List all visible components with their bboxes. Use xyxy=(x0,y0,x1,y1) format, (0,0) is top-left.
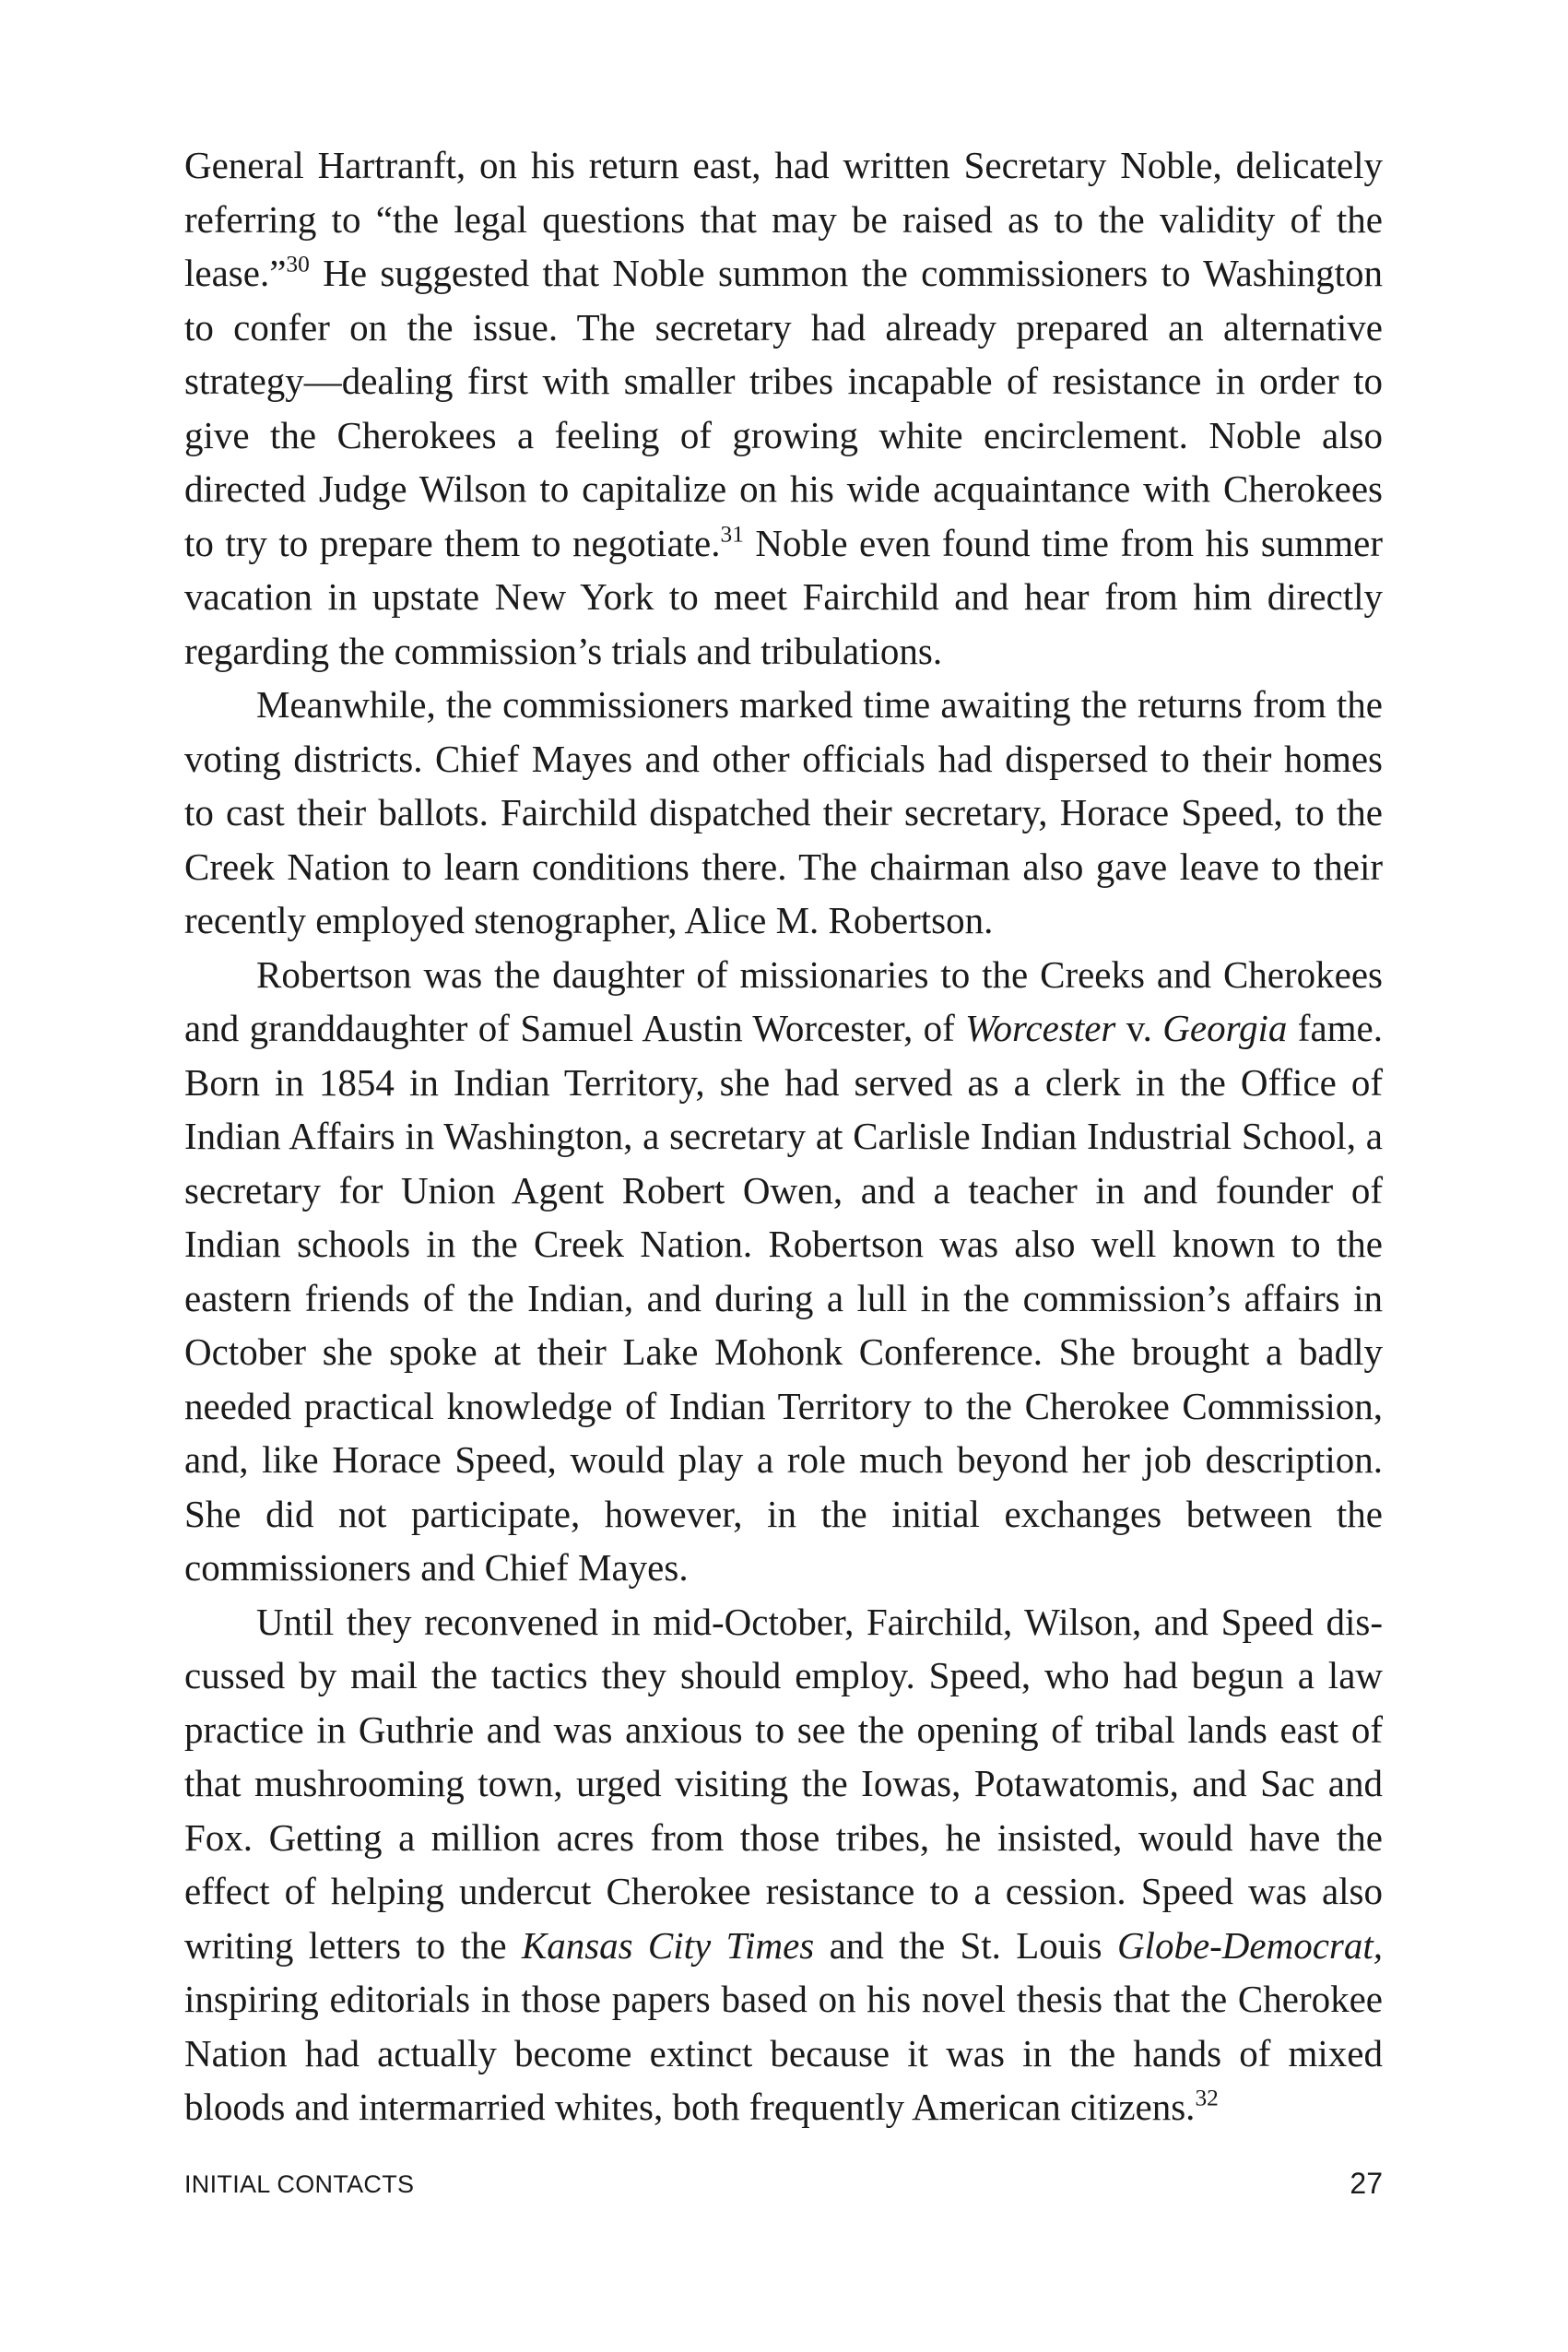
text-run: fame. Born in 1854 in Indian Territory, she had served as a clerk in the Office of Indian Affairs in Washington, a secretary at Carlisle Indian Industrial School, a secretary for Union Agent Robert Owen, and a teacher in and founder of Indian schools in the Creek Nation. Robertson was also well known to the eastern friends of the Indian, and during a lull in the commission’s affairs in October she spoke at their Lake Mohonk Conference. She brought a badly needed practical knowledge of Indian Territory to the Cherokee Commission, and, like Horace Speed, would play a role much beyond her job description. She did not participate, however, in the initial exchanges between the commissioners and Chief Mayes. xyxy=(184,1007,1383,1589)
paragraph-2 xyxy=(184,678,1383,948)
text-run: Robertson was the daughter of missionaries to the Creeks and Cherokees and granddaughter of Samuel Austin Worcester, of xyxy=(184,952,1383,1049)
page-footer xyxy=(184,2167,1383,2207)
footnote-ref: 30 xyxy=(286,251,310,278)
text-run: General Hartranft, on his return east, had written Secretary Noble, delicately referring to “the legal questions that may be raised as to the validity of the lease.” xyxy=(184,144,1383,294)
paragraph-1 xyxy=(184,138,1383,678)
text-run: and the St. Louis xyxy=(814,1923,1117,1967)
text-run: Noble even found time from his summer vacation in upstate New York to meet Fairchild and hear from him directly regarding the commission’s trials and tribulations. xyxy=(184,521,1383,672)
text-run: v. xyxy=(1115,1007,1163,1049)
italic-text: Kansas City Times xyxy=(521,1923,815,1967)
footnote-ref: 31 xyxy=(720,520,744,547)
footnote-ref: 32 xyxy=(1195,2085,1219,2111)
paragraph-3 xyxy=(184,948,1383,1595)
body-text xyxy=(184,138,1383,2134)
page-number: 27 xyxy=(1350,2167,1383,2200)
text-run: Meanwhile, the commissioners marked time awaiting the returns from the voting districts. Chief Mayes and other officials had dispersed to their homes to cast their ballots. Fairchild dispatched their secretary, Horace Speed, to the Creek Nation to learn conditions there. The chairman also gave leave to their recently employed stenographer, Alice M. Robertson. xyxy=(184,683,1383,941)
italic-text: Globe-Democrat, xyxy=(1116,1923,1383,1967)
running-head: INITIAL CONTACTS xyxy=(184,2170,415,2198)
text-run: Until they reconvened in mid-October, Fairchild, Wilson, and Speed discussed by mail the tactics they should employ. Speed, who had begun a law practice in Guthrie and was anxious to see the opening of tribal lands east of that mushrooming town, urged visiting the Iowas, Potawatomis, and Sac and Fox. Getting a million acres from those tribes, he insisted, would have the effect of helping undercut Cherokee resistance to a cession. Speed was also writing letters to the xyxy=(184,1600,1383,1967)
text-run: inspiring editorials in those papers based on his novel thesis that the Cherokee Nation had actually become extinct because it was in the hands of mixed bloods and intermarried whites, both frequently American citizens. xyxy=(184,1978,1383,2128)
text-run: He suggested that Noble summon the commissioners to Washington to confer on the issue. The secretary had already prepared an alternative strategy—dealing first with smaller tribes incapable of resistance in order to give the Cherokees a feeling of growing white encirclement. Noble also directed Judge Wilson to capitalize on his wide acquaintance with Cherokees to try to prepare them to negotiate. xyxy=(184,252,1383,564)
italic-text: Worcester xyxy=(965,1007,1116,1049)
paragraph-4 xyxy=(184,1595,1383,2134)
italic-text: Georgia xyxy=(1162,1007,1288,1049)
